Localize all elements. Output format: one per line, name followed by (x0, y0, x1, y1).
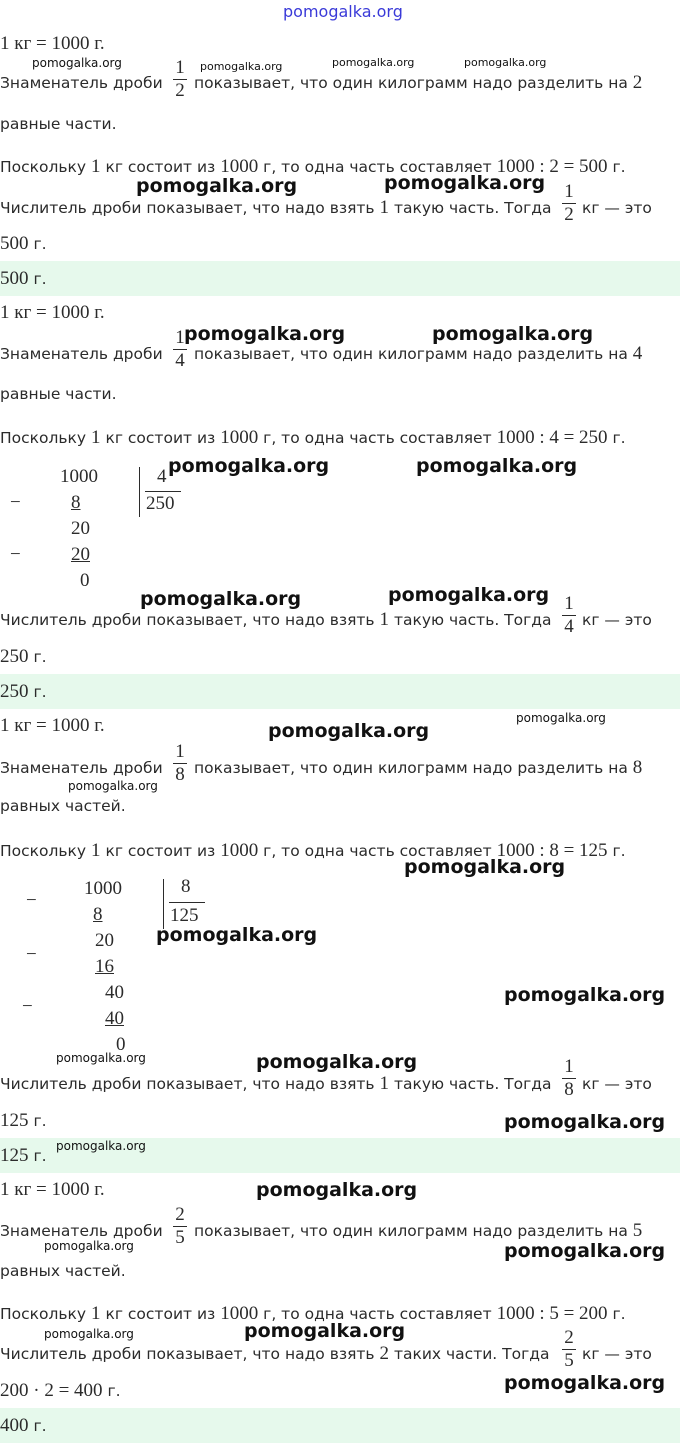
s2-division-line: Поскольку 1 кг состоит из 1000 г, то одна часть составляет 1000 : 4 = 250 г. (0, 427, 626, 448)
s1-denominator-text: показывает, что один килограмм надо разделить на 2 (194, 72, 643, 93)
watermark: pomogalka.org (504, 1240, 666, 1262)
watermark: pomogalka.org (404, 856, 566, 878)
watermark: pomogalka.org (516, 711, 606, 725)
s4-result: 200 · 2 = 400 г. (0, 1380, 121, 1401)
s3-fraction-2: 1 8 (561, 1057, 577, 1100)
s1-result: 500 г. (0, 233, 47, 254)
s4-numerator-line: Числитель дроби показывает, что надо взять 2 таких части. Тогда (0, 1343, 550, 1364)
s1-fraction: 1 2 (172, 58, 188, 101)
s2-equality: 1 кг = 1000 г. (0, 302, 105, 323)
s3-equality: 1 кг = 1000 г. (0, 715, 105, 736)
s4-kg-this: кг — это (582, 1345, 652, 1363)
watermark: pomogalka.org (332, 56, 415, 69)
watermark: pomogalka.org (56, 1051, 146, 1065)
watermark: pomogalka.org (268, 720, 430, 742)
s3-denominator-line: Знаменатель дроби (0, 759, 163, 777)
watermark: pomogalka.org (44, 1327, 134, 1341)
s1-kg-this: кг — это (582, 199, 652, 217)
s4-division-line: Поскольку 1 кг состоит из 1000 г, то одна часть составляет 1000 : 5 = 200 г. (0, 1303, 626, 1324)
s3-denominator-text: показывает, что один килограмм надо разделить на 8 (194, 757, 643, 778)
watermark: pomogalka.org (136, 175, 298, 197)
watermark: pomogalka.org (68, 779, 158, 793)
watermark: pomogalka.org (416, 455, 578, 477)
s1-numerator-line: Числитель дроби показывает, что надо взять 1 такую часть. Тогда (0, 197, 552, 218)
watermark: pomogalka.org (432, 323, 594, 345)
watermark: pomogalka.org (156, 924, 318, 946)
watermark: pomogalka.org (56, 1139, 146, 1153)
s2-denominator-line: Знаменатель дроби (0, 345, 163, 363)
watermark: pomogalka.org (140, 588, 302, 610)
s3-result: 125 г. (0, 1110, 47, 1131)
watermark: pomogalka.org (184, 323, 346, 345)
watermark: pomogalka.org (168, 455, 330, 477)
s3-answer: 125 г. (0, 1138, 680, 1173)
s3-kg-this: кг — это (582, 1075, 652, 1093)
s2-kg-this: кг — это (582, 611, 652, 629)
s3-numerator-line: Числитель дроби показывает, что надо взять 1 такую часть. Тогда (0, 1073, 552, 1094)
s3-division-line: Поскольку 1 кг состоит из 1000 г, то одна часть составляет 1000 : 8 = 125 г. (0, 840, 626, 861)
s3-fraction: 1 8 (172, 742, 188, 785)
s4-parts: равных частей. (0, 1262, 126, 1280)
s4-fraction: 2 5 (172, 1205, 188, 1248)
watermark: pomogalka.org (384, 172, 546, 194)
watermark: pomogalka.org (256, 1179, 418, 1201)
watermark: pomogalka.org (464, 56, 547, 69)
s4-equality: 1 кг = 1000 г. (0, 1179, 105, 1200)
s1-fraction-2: 1 2 (561, 182, 577, 225)
s4-answer: 400 г. (0, 1408, 680, 1443)
s2-parts: равные части. (0, 385, 117, 403)
s2-answer: 250 г. (0, 674, 680, 709)
s2-fraction: 1 4 (172, 328, 188, 371)
watermark: pomogalka.org (44, 1239, 134, 1253)
s1-denominator-line: Знаменатель дроби (0, 74, 163, 92)
s1-division-line: Поскольку 1 кг состоит из 1000 г, то одна часть составляет 1000 : 2 = 500 г. (0, 156, 626, 177)
watermark: pomogalka.org (32, 56, 122, 70)
s4-denominator-line: Знаменатель дроби (0, 1222, 163, 1240)
s2-fraction-2: 1 4 (561, 594, 577, 637)
s3-parts: равных частей. (0, 797, 126, 815)
watermark: pomogalka.org (504, 1111, 666, 1133)
watermark: pomogalka.org (388, 584, 550, 606)
s2-denominator-text: показывает, что один килограмм надо разделить на 4 (194, 343, 643, 364)
watermark: pomogalka.org (200, 60, 283, 73)
s2-result: 250 г. (0, 646, 47, 667)
s1-answer: 500 г. (0, 261, 680, 296)
s1-equality: 1 кг = 1000 г. (0, 33, 105, 54)
watermark: pomogalka.org (256, 1051, 418, 1073)
s4-fraction-2: 2 5 (561, 1328, 577, 1371)
s2-numerator-line: Числитель дроби показывает, что надо взять 1 такую часть. Тогда (0, 609, 552, 630)
watermark: pomogalka.org (244, 1320, 406, 1342)
s4-denominator-text: показывает, что один килограмм надо разделить на 5 (194, 1220, 643, 1241)
s1-parts: равные части. (0, 115, 117, 133)
watermark: pomogalka.org (504, 1372, 666, 1394)
watermark-top: pomogalka.org (283, 2, 403, 21)
watermark: pomogalka.org (504, 984, 666, 1006)
